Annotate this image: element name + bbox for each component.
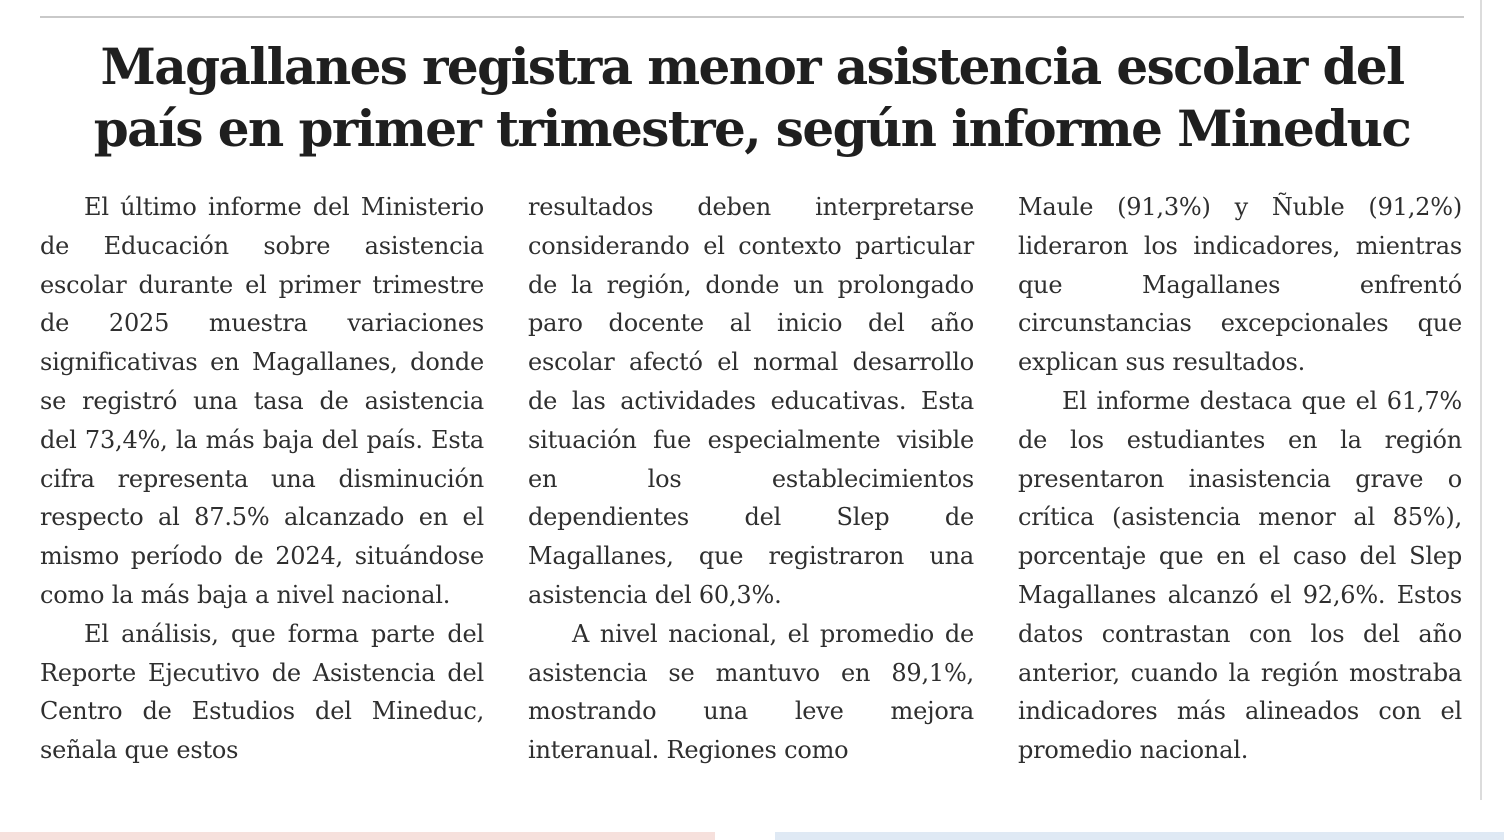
column-2-paragraph-2: A nivel nacional, el promedio de asistencia se mantuvo en 89,1%, mostrando una leve mejora interanual. Regiones como <box>528 619 974 765</box>
page-edge-divider <box>1480 0 1482 800</box>
column-3-paragraph-2: El informe destaca que el 61,7% de los estudiantes en la región presentaron inasistencia grave o crítica (asistencia menor al 85%), porcentaje que en el caso del Slep Magallanes alcanzó el 92,6%. Estos datos contrastan con los del año anterior, cuando la región mostraba indicadores más alineados con el promedio nacional. <box>1018 386 1462 765</box>
headline-line-1: Magallanes registra menor asistencia escolar del <box>100 37 1404 96</box>
bottom-color-strip-right <box>775 832 1504 840</box>
headline-line-2: país en primer trimestre, según informe Mineduc <box>93 99 1411 158</box>
article-column-1 <box>40 188 484 770</box>
column-1-paragraph-2: El análisis, que forma parte del Reporte Ejecutivo de Asistencia del Centro de Estudios del Mineduc, señala que estos <box>40 619 484 765</box>
column-1-paragraph-1: El último informe del Ministerio de Educación sobre asistencia escolar durante el primer trimestre de 2025 muestra variaciones significativas en Magallanes, donde se registró una tasa de asistencia del 73,4%, la más baja del país. Esta cifra representa una disminución respecto al 87.5% alcanzado en el mismo período de 2024, situándose como la más baja a nivel nacional. <box>40 193 484 609</box>
article-column-2 <box>528 188 974 770</box>
column-2-paragraph-1: resultados deben interpretarse considerando el contexto particular de la región, donde un prolongado paro docente al inicio del año escolar afectó el normal desarrollo de las actividades educativas. Esta situación fue especialmente visible en los establecimientos dependientes del Slep de Magallanes, que registraron una asistencia del 60,3%. <box>528 193 974 609</box>
top-divider <box>40 16 1464 18</box>
bottom-color-strip-left <box>0 832 715 840</box>
article-column-3 <box>1018 188 1462 770</box>
article-headline <box>40 36 1464 160</box>
column-3-paragraph-1: Maule (91,3%) y Ñuble (91,2%) lideraron los indicadores, mientras que Magallanes enfrentó circunstancias excepcionales que explican sus resultados. <box>1018 193 1462 377</box>
